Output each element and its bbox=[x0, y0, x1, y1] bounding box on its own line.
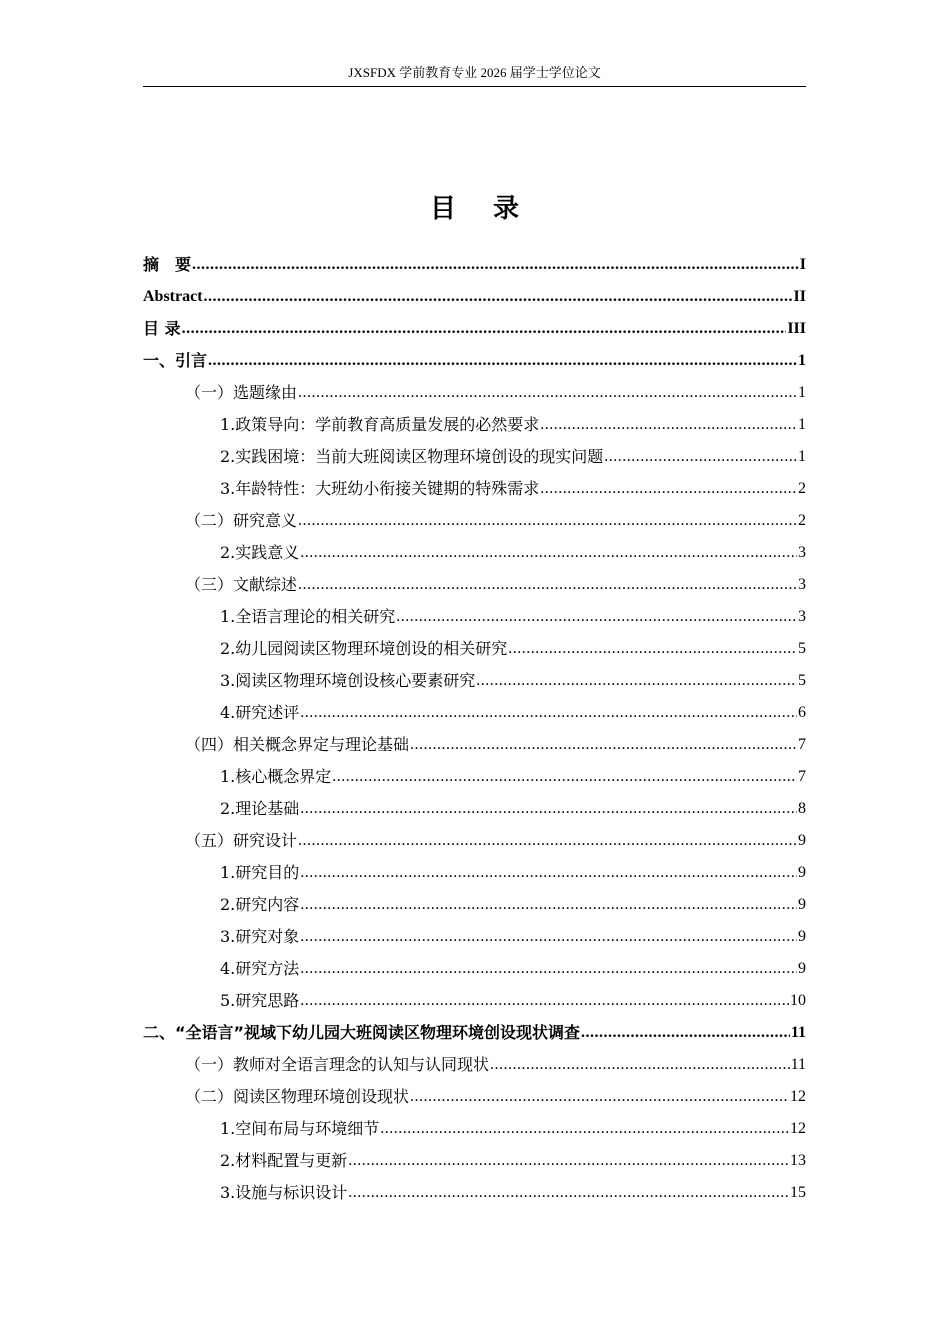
toc-entry-label: 3.阅读区物理环境创设核心要素研究 bbox=[220, 671, 476, 690]
toc-entry-label: 一、引言 bbox=[143, 351, 208, 370]
toc-entry-page-number: 3 bbox=[798, 544, 806, 561]
table-of-contents bbox=[143, 249, 806, 1209]
toc-entry-page-number: 1 bbox=[798, 384, 806, 401]
toc-entry[interactable] bbox=[143, 345, 806, 377]
toc-entry-page-number: 10 bbox=[790, 992, 806, 1009]
toc-leader-dots bbox=[490, 1049, 790, 1081]
toc-entry-page-number: III bbox=[787, 320, 806, 337]
toc-entry-label: 1.研究目的 bbox=[220, 863, 300, 882]
toc-leader-dots bbox=[208, 345, 797, 377]
toc-leader-dots bbox=[508, 633, 797, 665]
toc-entry[interactable] bbox=[143, 761, 806, 793]
toc-entry-page-number: 1 bbox=[798, 416, 806, 433]
toc-leader-dots bbox=[476, 665, 797, 697]
toc-entry[interactable] bbox=[143, 569, 806, 601]
toc-entry-label: 摘 要 bbox=[143, 255, 192, 274]
toc-entry-page-number: 7 bbox=[798, 736, 806, 753]
toc-entry[interactable] bbox=[143, 313, 806, 345]
toc-entry-label: 5.研究思路 bbox=[220, 991, 300, 1010]
header-rule bbox=[143, 86, 806, 87]
toc-entry-page-number: 1 bbox=[798, 352, 806, 369]
toc-entry[interactable] bbox=[143, 1081, 806, 1113]
toc-entry[interactable] bbox=[143, 825, 806, 857]
toc-entry-page-number: II bbox=[793, 288, 806, 305]
toc-leader-dots bbox=[300, 697, 797, 729]
toc-entry[interactable] bbox=[143, 985, 806, 1017]
toc-entry-page-number: I bbox=[799, 256, 806, 273]
toc-entry[interactable] bbox=[143, 441, 806, 473]
toc-leader-dots bbox=[298, 377, 797, 409]
toc-entry-label: Abstract bbox=[143, 288, 203, 305]
toc-entry-page-number: 7 bbox=[798, 768, 806, 785]
toc-entry-label: 2.实践意义 bbox=[220, 543, 300, 562]
toc-entry-label: 1.全语言理论的相关研究 bbox=[220, 607, 396, 626]
toc-entry-page-number: 9 bbox=[798, 896, 806, 913]
toc-entry-page-number: 11 bbox=[790, 1024, 806, 1041]
toc-leader-dots bbox=[192, 249, 799, 281]
toc-entry-page-number: 9 bbox=[798, 928, 806, 945]
toc-entry-page-number: 13 bbox=[790, 1152, 806, 1169]
toc-leader-dots bbox=[380, 1113, 789, 1145]
toc-entry[interactable] bbox=[143, 281, 806, 313]
toc-leader-dots bbox=[348, 1145, 789, 1177]
toc-entry[interactable] bbox=[143, 953, 806, 985]
toc-entry[interactable] bbox=[143, 601, 806, 633]
toc-entry-page-number: 6 bbox=[798, 704, 806, 721]
toc-leader-dots bbox=[581, 1017, 790, 1049]
toc-leader-dots bbox=[300, 921, 797, 953]
toc-leader-dots bbox=[396, 601, 797, 633]
toc-entry-page-number: 11 bbox=[790, 1056, 806, 1073]
toc-entry-label: 2.理论基础 bbox=[220, 799, 300, 818]
toc-entry-label: 3.年龄特性：大班幼小衔接关键期的特殊需求 bbox=[220, 479, 540, 498]
toc-entry-label: （二）阅读区物理环境创设现状 bbox=[185, 1087, 410, 1106]
toc-entry-page-number: 3 bbox=[798, 608, 806, 625]
toc-entry[interactable] bbox=[143, 1017, 806, 1049]
toc-entry-page-number: 9 bbox=[798, 864, 806, 881]
toc-leader-dots bbox=[182, 313, 787, 345]
toc-entry[interactable] bbox=[143, 409, 806, 441]
toc-entry-label: 1.政策导向：学前教育高质量发展的必然要求 bbox=[220, 415, 540, 434]
toc-leader-dots bbox=[540, 473, 797, 505]
toc-entry-page-number: 12 bbox=[790, 1120, 806, 1137]
toc-entry[interactable] bbox=[143, 249, 806, 281]
toc-entry-label: 2.研究内容 bbox=[220, 895, 300, 914]
toc-entry-label: （五）研究设计 bbox=[185, 831, 298, 850]
toc-leader-dots bbox=[298, 505, 797, 537]
toc-entry-label: 二、“全语言”视域下幼儿园大班阅读区物理环境创设现状调查 bbox=[143, 1023, 581, 1042]
toc-entry-page-number: 3 bbox=[798, 576, 806, 593]
toc-leader-dots bbox=[300, 793, 797, 825]
toc-leader-dots bbox=[300, 985, 789, 1017]
toc-entry[interactable] bbox=[143, 697, 806, 729]
running-header: JXSFDX 学前教育专业 2026 届学士学位论文 bbox=[348, 65, 601, 80]
toc-entry-label: （三）文献综述 bbox=[185, 575, 298, 594]
toc-entry-label: 3.设施与标识设计 bbox=[220, 1183, 348, 1202]
toc-entry-label: 1.核心概念界定 bbox=[220, 767, 332, 786]
toc-leader-dots bbox=[410, 729, 797, 761]
toc-leader-dots bbox=[410, 1081, 789, 1113]
toc-entry-page-number: 8 bbox=[798, 800, 806, 817]
toc-leader-dots bbox=[300, 889, 797, 921]
toc-leader-dots bbox=[348, 1177, 789, 1209]
toc-entry-page-number: 2 bbox=[798, 512, 806, 529]
toc-entry[interactable] bbox=[143, 1049, 806, 1081]
toc-leader-dots bbox=[298, 569, 797, 601]
toc-entry-page-number: 15 bbox=[790, 1184, 806, 1201]
toc-entry[interactable] bbox=[143, 377, 806, 409]
toc-entry-label: （二）研究意义 bbox=[185, 511, 298, 530]
toc-entry[interactable] bbox=[143, 889, 806, 921]
toc-leader-dots bbox=[300, 857, 797, 889]
toc-entry-label: （一）选题缘由 bbox=[185, 383, 298, 402]
toc-entry[interactable] bbox=[143, 921, 806, 953]
toc-title: 目 录 bbox=[429, 194, 534, 224]
toc-entry-page-number: 5 bbox=[798, 672, 806, 689]
toc-entry[interactable] bbox=[143, 505, 806, 537]
toc-entry-label: 2.幼儿园阅读区物理环境创设的相关研究 bbox=[220, 639, 508, 658]
toc-entry-label: 4.研究方法 bbox=[220, 959, 300, 978]
toc-entry[interactable] bbox=[143, 473, 806, 505]
toc-entry[interactable] bbox=[143, 537, 806, 569]
toc-entry[interactable] bbox=[143, 857, 806, 889]
toc-entry-page-number: 2 bbox=[798, 480, 806, 497]
toc-entry[interactable] bbox=[143, 1145, 806, 1177]
toc-entry-label: （四）相关概念界定与理论基础 bbox=[185, 735, 410, 754]
toc-entry[interactable] bbox=[143, 1113, 806, 1145]
toc-entry-label: 2.材料配置与更新 bbox=[220, 1151, 348, 1170]
toc-entry[interactable] bbox=[143, 1177, 806, 1209]
toc-leader-dots bbox=[300, 537, 797, 569]
toc-leader-dots bbox=[332, 761, 797, 793]
toc-entry-page-number: 9 bbox=[798, 960, 806, 977]
toc-leader-dots bbox=[604, 441, 797, 473]
toc-entry-page-number: 12 bbox=[790, 1088, 806, 1105]
toc-entry-label: 3.研究对象 bbox=[220, 927, 300, 946]
toc-entry-page-number: 9 bbox=[798, 832, 806, 849]
toc-entry[interactable] bbox=[143, 793, 806, 825]
toc-entry-page-number: 1 bbox=[798, 448, 806, 465]
toc-leader-dots bbox=[540, 409, 797, 441]
toc-entry-label: （一）教师对全语言理念的认知与认同现状 bbox=[185, 1055, 490, 1074]
toc-entry[interactable] bbox=[143, 729, 806, 761]
toc-leader-dots bbox=[298, 825, 797, 857]
toc-leader-dots bbox=[300, 953, 797, 985]
toc-entry-label: 目 录 bbox=[143, 319, 181, 338]
toc-entry-page-number: 5 bbox=[798, 640, 806, 657]
toc-entry-label: 1.空间布局与环境细节 bbox=[220, 1119, 380, 1138]
toc-entry-label: 4.研究述评 bbox=[220, 703, 300, 722]
toc-entry[interactable] bbox=[143, 665, 806, 697]
toc-entry-label: 2.实践困境：当前大班阅读区物理环境创设的现实问题 bbox=[220, 447, 604, 466]
toc-leader-dots bbox=[204, 281, 793, 313]
toc-entry[interactable] bbox=[143, 633, 806, 665]
